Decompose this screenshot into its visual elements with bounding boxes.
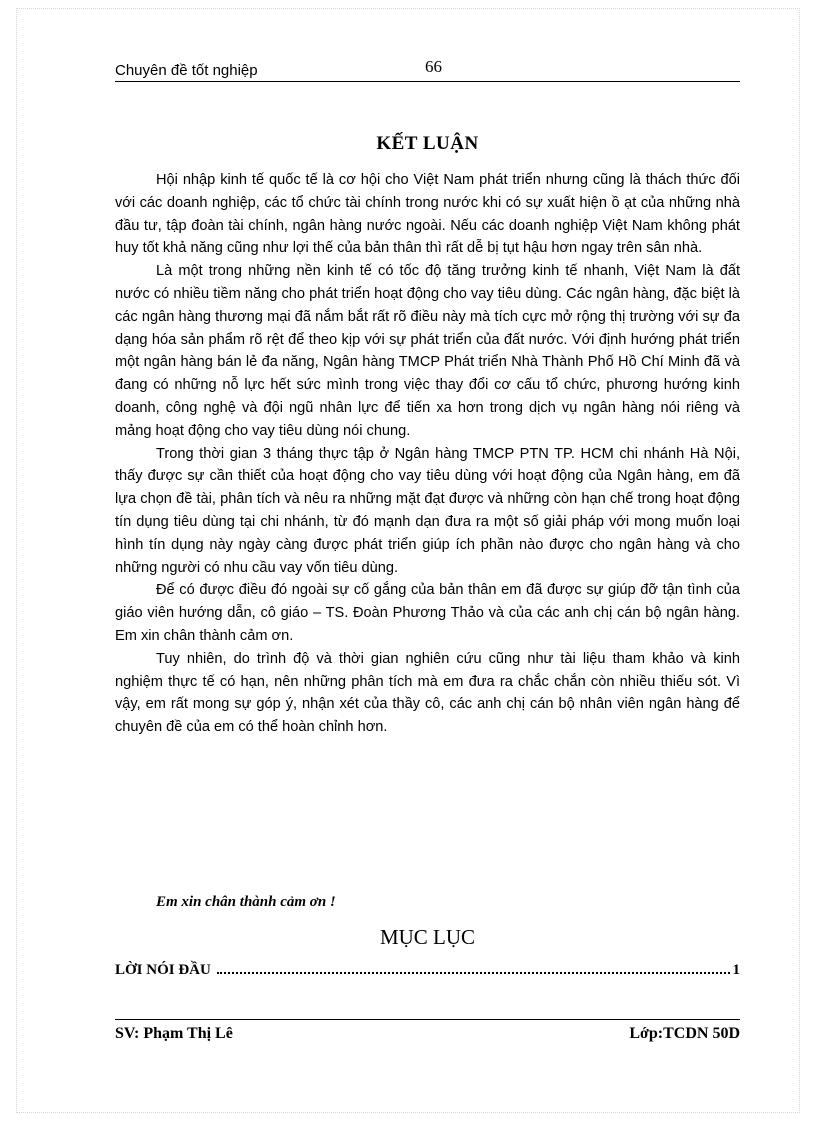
page-header: [115, 55, 740, 82]
toc-entry[interactable]: [115, 962, 740, 979]
toc-entry-page: 1: [732, 962, 740, 978]
body-text: [115, 169, 740, 739]
section-heading: KẾT LUẬN: [376, 133, 479, 154]
closing-line: Em xin chân thành cảm ơn !: [156, 894, 336, 910]
paragraph: Tuy nhiên, do trình độ và thời gian nghiên cứu cũng như tài liệu tham khảo và kinh nghiệm thực tế có hạn, nên những phân tích mà em đưa ra chắc chắn còn nhiều thiếu sót. Vì vậy, em rất mong sự góp ý, nhận xét của thầy cô, các anh chị cán bộ nhân viên ngân hàng để chuyên đề của em có thể hoàn chỉnh hơn.: [115, 650, 740, 736]
page-number: 66: [425, 57, 442, 76]
page-footer: [115, 1019, 740, 1042]
class-name: Lớp:TCDN 50D: [629, 1025, 740, 1042]
student-name: SV: Phạm Thị Lê: [115, 1025, 233, 1042]
paragraph: Là một trong những nền kinh tế có tốc độ tăng trưởng kinh tế nhanh, Việt Nam là đất nước có nhiều tiềm năng cho phát triển hoạt động cho vay tiêu dùng. Các ngân hàng, đặc biệt là các ngân hàng thương mại đã nắm bắt rất rõ điều này mà tích cực mở rộng thị trường với sự đa dạng hóa sản phẩm rõ rệt để theo kịp với sự phát triển của đất nước. Với định hướng phát triển một ngân hàng bán lẻ đa năng, Ngân hàng TMCP Phát triển Nhà Thành Phố Hồ Chí Minh đã và đang có những nỗ lực hết sức mình trong việc thay đổi cơ cấu tổ chức, phương hướng kinh doanh, công nghệ và đội ngũ nhân lực để tiến xa hơn trong dịch vụ ngân hàng nói riêng và mảng hoạt động cho vay tiêu dùng nói chung.: [115, 263, 740, 439]
toc-entry-label: LỜI NÓI ĐẦU: [115, 962, 211, 978]
paragraph: Để có được điều đó ngoài sự cố gắng của bản thân em đã được sự giúp đỡ tận tình của giáo viên hướng dẫn, cô giáo – TS. Đoàn Phương Thảo và của các anh chị cán bộ ngân hàng. Em xin chân thành cảm ơn.: [115, 582, 740, 644]
paragraph: Trong thời gian 3 tháng thực tập ở Ngân hàng TMCP PTN TP. HCM chi nhánh Hà Nội, thấy được sự cần thiết của hoạt động cho vay tiêu dùng với hoạt động của Ngân hàng, em đã lựa chọn đề tài, phân tích và nêu ra những mặt đạt được và những còn hạn chế trong hoạt động tín dụng tiêu dùng tại chi nhánh, từ đó mạnh dạn đưa ra một số giải pháp với mong muốn loại hình tín dụng này ngày càng được phát triển giúp ích phần nào được cho ngân hàng và cho những người có nhu cầu vay vốn tiêu dùng.: [115, 445, 740, 576]
toc-dot-leader: [217, 972, 730, 974]
document-title: Chuyên đề tốt nghiệp: [115, 62, 258, 79]
toc-title: MỤC LỤC: [379, 925, 476, 949]
paragraph: Hội nhập kinh tế quốc tế là cơ hội cho Việt Nam phát triển nhưng cũng là thách thức đối với các doanh nghiệp, các tổ chức tài chính trong nước khi có sự xuất hiện ồ ạt của những nhà đầu tư, tập đoàn tài chính, ngân hàng nước ngoài. Nếu các doanh nghiệp Việt Nam không phát huy tốt khả năng cũng như lợi thế của bản thân thì rất dễ bị tụt hậu hơn ngay trên sân nhà.: [115, 172, 740, 257]
